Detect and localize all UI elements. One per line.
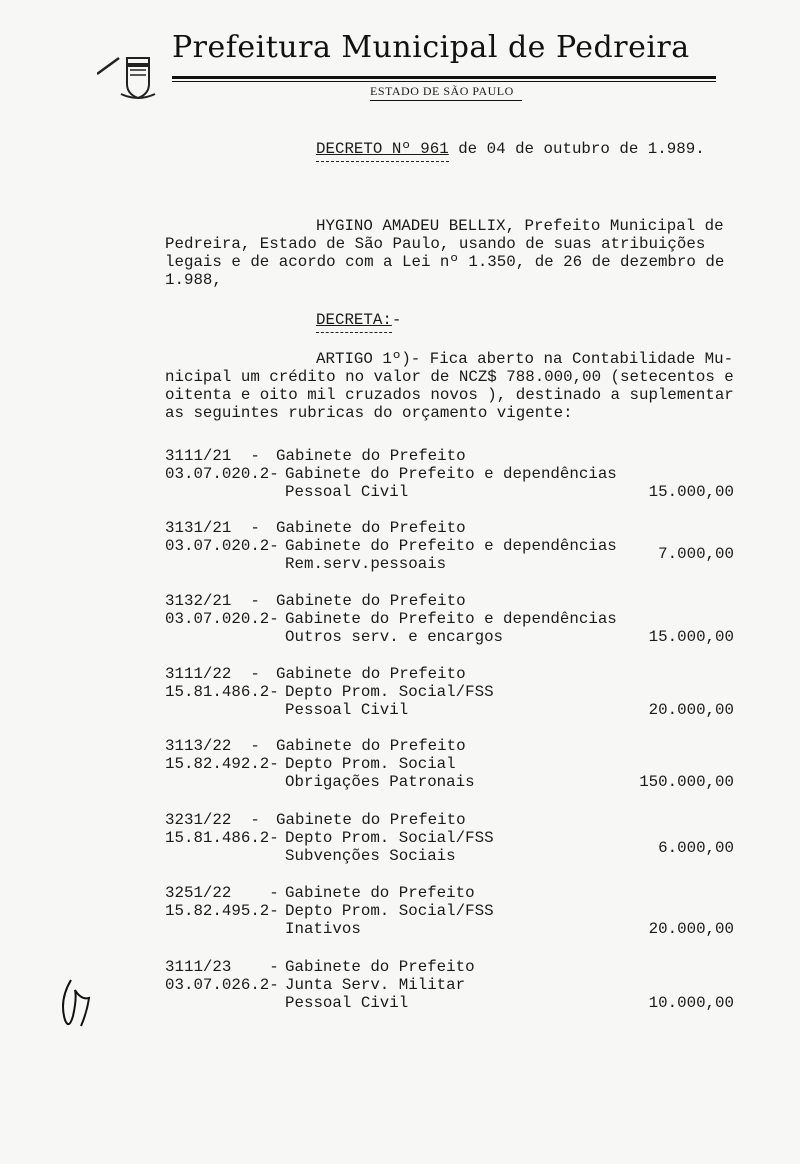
decree-number: DECRETO Nº 961 (316, 140, 449, 162)
entry-item: Pessoal Civil (285, 701, 409, 719)
entry-item: Rem.serv.pessoais (285, 555, 447, 573)
entry-amount: 10.000,00 (648, 994, 734, 1012)
entry-department: Gabinete do Prefeito (285, 958, 475, 976)
entry-unit: Gabinete do Prefeito e dependências (285, 465, 617, 483)
entry-department: Gabinete do Prefeito (285, 884, 475, 902)
coat-of-arms-logo (78, 34, 157, 107)
entry-unit: Depto Prom. Social/FSS (285, 829, 494, 847)
article-line-3: oitenta e oito mil cruzados novos ), destinado a suplementar (165, 386, 734, 404)
entry-code: 3251/22 - (165, 884, 279, 902)
entry-item: Outros serv. e encargos (285, 628, 504, 646)
entry-unit: Junta Serv. Militar (285, 976, 466, 994)
entry-unit: Depto Prom. Social/FSS (285, 902, 494, 920)
article-line-2: nicipal um crédito no valor de NCZ$ 788.000,00 (setecentos e (165, 368, 734, 386)
decreta-heading (316, 311, 401, 329)
entry-program-code: 03.07.020.2- (165, 610, 279, 628)
entry-program-code: 15.82.492.2- (165, 755, 279, 773)
entry-amount: 20.000,00 (648, 701, 734, 719)
entry-unit: Depto Prom. Social (285, 755, 456, 773)
entry-item: Subvenções Sociais (285, 847, 456, 865)
entry-program-code: 15.81.486.2- (165, 829, 279, 847)
entry-amount: 15.000,00 (648, 483, 734, 501)
preamble-line-4: 1.988, (165, 271, 222, 289)
preamble-line-2: Pedreira, Estado de São Paulo, usando de suas atribuições (165, 235, 706, 253)
entry-amount: 20.000,00 (648, 920, 734, 938)
entry-unit: Depto Prom. Social/FSS (285, 683, 494, 701)
preamble-line-1: HYGINO AMADEU BELLIX, Prefeito Municipal de (316, 217, 724, 235)
entry-code: 3131/21 - (165, 519, 260, 537)
entry-unit: Gabinete do Prefeito e dependências (285, 610, 617, 628)
entry-amount: 150.000,00 (639, 773, 734, 791)
entry-unit: Gabinete do Prefeito e dependências (285, 537, 617, 555)
entry-department: Gabinete do Prefeito (276, 519, 466, 537)
entry-item: Obrigações Patronais (285, 773, 475, 791)
entry-department: Gabinete do Prefeito (276, 592, 466, 610)
entry-code: 3231/22 - (165, 811, 260, 829)
entry-item: Inativos (285, 920, 361, 938)
decreta-dash: - (391, 311, 402, 329)
entry-code: 3111/22 - (165, 665, 260, 683)
preamble-line-3: legais e de acordo com a Lei nº 1.350, de 26 de dezembro de (165, 253, 725, 271)
article-line-1: ARTIGO 1º)- Fica aberto na Contabilidade Mu- (316, 350, 734, 368)
entry-department: Gabinete do Prefeito (276, 447, 466, 465)
article-line-4: as seguintes rubricas do orçamento vigente: (165, 404, 573, 422)
subtitle-underline (370, 100, 522, 101)
letterhead-subtitle: ESTADO DE SÃO PAULO (370, 84, 514, 98)
letterhead-title: Prefeitura Municipal de Pedreira (172, 30, 690, 65)
entry-department: Gabinete do Prefeito (276, 811, 466, 829)
decree-date: de 04 de outubro de 1.989. (448, 140, 705, 158)
entry-department: Gabinete do Prefeito (276, 737, 466, 755)
decreta-label: DECRETA: (316, 311, 392, 333)
entry-amount: 6.000,00 (658, 839, 734, 857)
entry-program-code: 03.07.026.2- (165, 976, 279, 994)
entry-program-code: 03.07.020.2- (165, 465, 279, 483)
entry-amount: 15.000,00 (648, 628, 734, 646)
entry-item: Pessoal Civil (285, 483, 409, 501)
entry-department: Gabinete do Prefeito (276, 665, 466, 683)
entry-code: 3132/21 - (165, 592, 260, 610)
letterhead-rule-thin (172, 81, 716, 82)
decree-heading (316, 140, 705, 158)
entry-amount: 7.000,00 (658, 545, 734, 563)
entry-program-code: 15.82.495.2- (165, 902, 279, 920)
letterhead-rule (172, 76, 716, 79)
entry-program-code: 03.07.020.2- (165, 537, 279, 555)
entry-program-code: 15.81.486.2- (165, 683, 279, 701)
entry-item: Pessoal Civil (285, 994, 409, 1012)
entry-code: 3111/21 - (165, 447, 260, 465)
entry-code: 3113/22 - (165, 737, 260, 755)
entry-code: 3111/23 - (165, 958, 279, 976)
signature-initials (38, 958, 107, 1041)
